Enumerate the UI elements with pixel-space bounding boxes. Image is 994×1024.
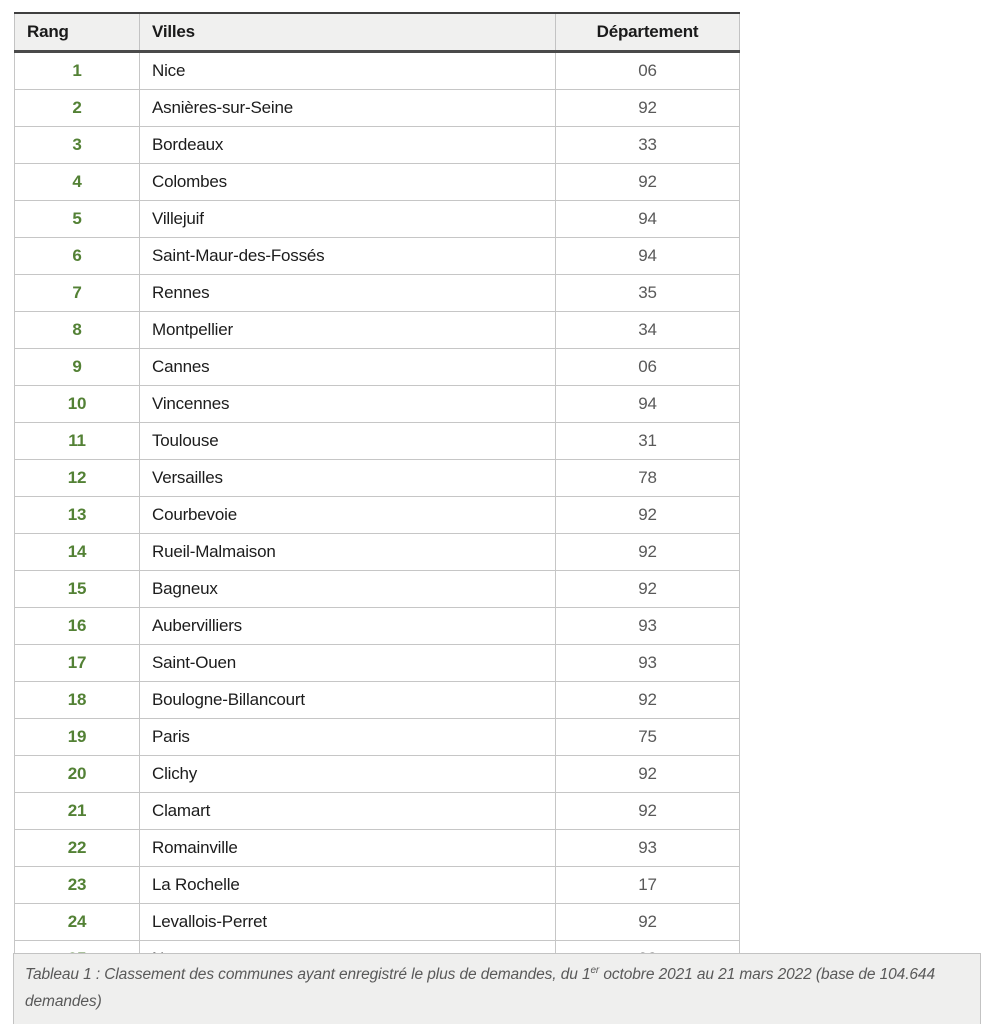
table-caption: [13, 953, 981, 1024]
caption-superscript: er: [590, 964, 600, 976]
departement-cell: 92: [556, 682, 740, 719]
table-row: [15, 460, 740, 497]
rank-cell: 12: [15, 460, 140, 497]
rank-cell: 16: [15, 608, 140, 645]
ville-cell: Saint-Maur-des-Fossés: [140, 238, 556, 275]
table-row: [15, 830, 740, 867]
ville-cell: Boulogne-Billancourt: [140, 682, 556, 719]
table-row: [15, 312, 740, 349]
table-row: [15, 904, 740, 941]
rank-cell: 23: [15, 867, 140, 904]
rank-cell: 19: [15, 719, 140, 756]
table-row: [15, 90, 740, 127]
table-row: [15, 682, 740, 719]
caption-text-part1: Tableau 1 : Classement des communes ayant enregistré le plus de demandes, du 1: [25, 966, 591, 983]
communes-ranking-table: [14, 12, 740, 978]
departement-cell: 94: [556, 238, 740, 275]
departement-cell: 94: [556, 386, 740, 423]
departement-cell: 92: [556, 90, 740, 127]
departement-cell: 17: [556, 867, 740, 904]
table-row: [15, 164, 740, 201]
table-row: [15, 793, 740, 830]
departement-cell: 93: [556, 608, 740, 645]
rank-cell: 18: [15, 682, 140, 719]
rank-cell: 4: [15, 164, 140, 201]
table-row: [15, 238, 740, 275]
table-row: [15, 423, 740, 460]
table-row: [15, 349, 740, 386]
table-row: [15, 608, 740, 645]
ville-cell: Vincennes: [140, 386, 556, 423]
rank-cell: 17: [15, 645, 140, 682]
departement-cell: 92: [556, 497, 740, 534]
rank-cell: 5: [15, 201, 140, 238]
departement-cell: 06: [556, 349, 740, 386]
rank-cell: 7: [15, 275, 140, 312]
departement-cell: 92: [556, 756, 740, 793]
departement-cell: 06: [556, 52, 740, 90]
ville-cell: Bagneux: [140, 571, 556, 608]
rank-cell: 3: [15, 127, 140, 164]
column-header-departement: Département: [556, 13, 740, 52]
ville-cell: Cannes: [140, 349, 556, 386]
table-header-row: [15, 13, 740, 52]
table-row: [15, 756, 740, 793]
ville-cell: Levallois-Perret: [140, 904, 556, 941]
departement-cell: 92: [556, 793, 740, 830]
ville-cell: Toulouse: [140, 423, 556, 460]
table-row: [15, 386, 740, 423]
rank-cell: 6: [15, 238, 140, 275]
departement-cell: 92: [556, 904, 740, 941]
ville-cell: Rennes: [140, 275, 556, 312]
ville-cell: Saint-Ouen: [140, 645, 556, 682]
departement-cell: 31: [556, 423, 740, 460]
departement-cell: 92: [556, 164, 740, 201]
departement-cell: 78: [556, 460, 740, 497]
rank-cell: 24: [15, 904, 140, 941]
table-row: [15, 201, 740, 238]
table-row: [15, 497, 740, 534]
rank-cell: 13: [15, 497, 140, 534]
ville-cell: Asnières-sur-Seine: [140, 90, 556, 127]
ville-cell: Clamart: [140, 793, 556, 830]
rank-cell: 10: [15, 386, 140, 423]
column-header-villes: Villes: [140, 13, 556, 52]
ville-cell: Clichy: [140, 756, 556, 793]
ville-cell: Colombes: [140, 164, 556, 201]
table-row: [15, 645, 740, 682]
departement-cell: 35: [556, 275, 740, 312]
departement-cell: 75: [556, 719, 740, 756]
departement-cell: 93: [556, 830, 740, 867]
rank-cell: 2: [15, 90, 140, 127]
ville-cell: Nice: [140, 52, 556, 90]
rank-cell: 15: [15, 571, 140, 608]
departement-cell: 34: [556, 312, 740, 349]
rank-cell: 21: [15, 793, 140, 830]
table-row: [15, 52, 740, 90]
departement-cell: 92: [556, 571, 740, 608]
ville-cell: Villejuif: [140, 201, 556, 238]
ville-cell: Aubervilliers: [140, 608, 556, 645]
rank-cell: 11: [15, 423, 140, 460]
ville-cell: Bordeaux: [140, 127, 556, 164]
ville-cell: Montpellier: [140, 312, 556, 349]
departement-cell: 92: [556, 534, 740, 571]
table-row: [15, 534, 740, 571]
ville-cell: Romainville: [140, 830, 556, 867]
column-header-rang: Rang: [15, 13, 140, 52]
rank-cell: 1: [15, 52, 140, 90]
ville-cell: Rueil-Malmaison: [140, 534, 556, 571]
table-row: [15, 719, 740, 756]
table-row: [15, 571, 740, 608]
caption-text-part2: octobre 2021 au 21 mars 2022 (base de 104.644 demandes): [25, 966, 935, 1011]
table-row: [15, 275, 740, 312]
table-body: [15, 52, 740, 978]
departement-cell: 33: [556, 127, 740, 164]
rank-cell: 20: [15, 756, 140, 793]
ville-cell: Versailles: [140, 460, 556, 497]
departement-cell: 94: [556, 201, 740, 238]
table-row: [15, 127, 740, 164]
ville-cell: La Rochelle: [140, 867, 556, 904]
rank-cell: 9: [15, 349, 140, 386]
ville-cell: Courbevoie: [140, 497, 556, 534]
rank-cell: 22: [15, 830, 140, 867]
ville-cell: Paris: [140, 719, 556, 756]
rank-cell: 14: [15, 534, 140, 571]
table-row: [15, 867, 740, 904]
departement-cell: 93: [556, 645, 740, 682]
rank-cell: 8: [15, 312, 140, 349]
